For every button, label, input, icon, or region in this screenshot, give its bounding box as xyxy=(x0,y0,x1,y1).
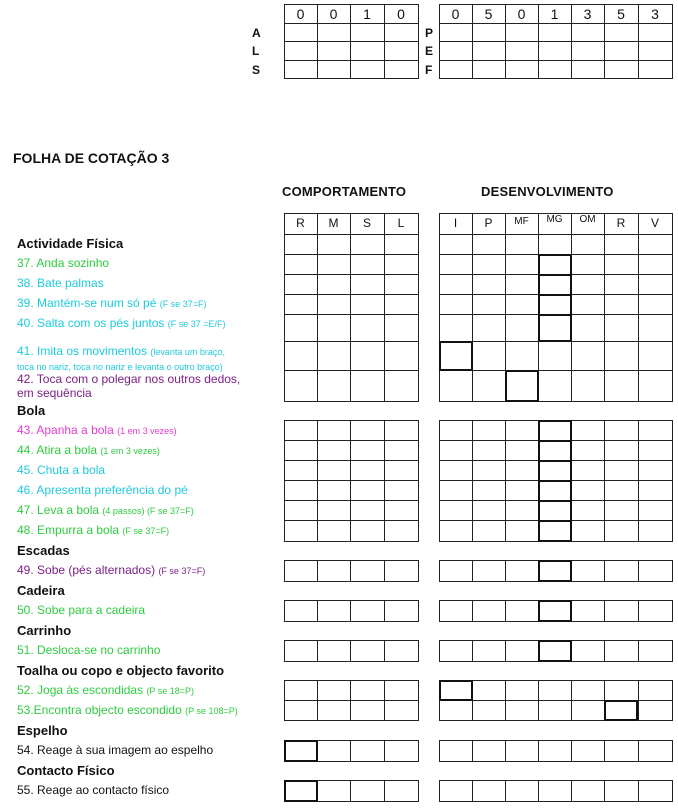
item-55: 55. Reage ao contacto físico xyxy=(17,783,170,797)
section-actividade-fisica: Actividade Física xyxy=(17,236,124,251)
score-box[interactable] xyxy=(538,460,572,482)
item-38: 38. Bate palmas xyxy=(17,276,104,290)
score-box[interactable] xyxy=(538,314,572,342)
item-50: 50. Sobe para a cadeira xyxy=(17,603,146,617)
desenvolvimento-col-header: OM xyxy=(579,214,596,225)
item-52: 52. Joga às escondidas (P se 18=P) xyxy=(17,683,195,697)
header-right-digit: 3 xyxy=(583,5,592,22)
score-box[interactable] xyxy=(538,600,572,622)
item-48: 48. Empurra a bola (F se 37=F) xyxy=(17,523,170,537)
item-43: 43. Apanha a bola (1 em 3 vezes) xyxy=(17,423,177,437)
score-box[interactable] xyxy=(439,341,473,371)
section-toalha: Toalha ou copo e objecto favorito xyxy=(17,663,225,678)
score-box[interactable] xyxy=(538,520,572,542)
score-box[interactable] xyxy=(284,780,318,802)
desenvolvimento-col-header: MG xyxy=(546,214,563,225)
header-right-digit: 5 xyxy=(617,5,625,22)
score-box[interactable] xyxy=(538,500,572,522)
section-espelho: Espelho xyxy=(17,723,68,738)
item-46: 46. Apresenta preferência do pé xyxy=(17,483,188,497)
score-box[interactable] xyxy=(439,680,473,701)
desenvolvimento-col-header: V xyxy=(650,216,659,230)
header-label-s: S xyxy=(252,63,261,77)
item-40: 40. Salta com os pés juntos (F se 37 =E/F) xyxy=(17,316,226,330)
header-label-a: A xyxy=(252,26,261,40)
score-box[interactable] xyxy=(538,294,572,316)
header-label-f: F xyxy=(425,63,433,77)
page-title: FOLHA DE COTAÇÃO 3 xyxy=(13,150,170,166)
score-box[interactable] xyxy=(538,440,572,462)
comportamento-col-header: R xyxy=(296,216,305,230)
score-box[interactable] xyxy=(538,480,572,502)
comportamento-col-header: M xyxy=(328,216,339,230)
item-42: 42. Toca com o polegar nos outros dedos, em sequência xyxy=(17,372,241,400)
score-box[interactable] xyxy=(284,740,318,762)
desenvolvimento-title: DESENVOLVIMENTO xyxy=(481,184,614,199)
header-label-e: E xyxy=(425,44,434,58)
header-left-digit: 0 xyxy=(296,5,305,22)
header-right-digit: 0 xyxy=(517,5,526,22)
header-right-digit: 3 xyxy=(651,5,659,22)
header-left-digit: 1 xyxy=(363,5,371,22)
header-left-digit: 0 xyxy=(329,5,338,22)
header-label-l: L xyxy=(252,44,260,58)
score-box[interactable] xyxy=(538,274,572,296)
header-right-digit: 1 xyxy=(550,5,559,22)
score-box[interactable] xyxy=(505,370,539,402)
desenvolvimento-col-header: P xyxy=(484,216,493,230)
comportamento-col-header: L xyxy=(397,216,405,230)
header-right-digit: 0 xyxy=(451,5,460,22)
comportamento-col-header: S xyxy=(362,216,371,230)
section-escadas: Escadas xyxy=(17,543,70,558)
item-45: 45. Chuta a bola xyxy=(17,463,106,477)
score-box[interactable] xyxy=(538,254,572,276)
item-41: 41. Imita os movimentos (levanta um braço, toca no nariz, toca no nariz e levanta o outro braço) xyxy=(17,344,225,372)
section-cadeira: Cadeira xyxy=(17,583,65,598)
score-box[interactable] xyxy=(538,640,572,662)
item-54: 54. Reage à sua imagem ao espelho xyxy=(17,743,214,757)
item-44: 44. Atira a bola (1 em 3 vezes) xyxy=(17,443,160,457)
item-53: 53.Encontra objecto escondido (P se 108=P) xyxy=(17,703,238,717)
header-left-digit: 0 xyxy=(397,5,405,22)
score-box[interactable] xyxy=(538,420,572,442)
score-box[interactable] xyxy=(538,560,572,582)
section-bola: Bola xyxy=(17,403,46,418)
section-contacto: Contacto Físico xyxy=(17,763,115,778)
header-right-digit: 5 xyxy=(484,5,493,22)
section-carrinho: Carrinho xyxy=(17,623,72,638)
item-49: 49. Sobe (pés alternados) (F se 37=F) xyxy=(17,563,206,577)
comportamento-title: COMPORTAMENTO xyxy=(282,184,407,199)
item-37: 37. Anda sozinho xyxy=(17,256,110,270)
desenvolvimento-col-header: I xyxy=(453,216,458,230)
item-51: 51. Desloca-se no carrinho xyxy=(17,643,161,657)
desenvolvimento-col-header: R xyxy=(616,216,626,230)
score-box[interactable] xyxy=(604,700,638,721)
item-39: 39. Mantém-se num só pé (F se 37=F) xyxy=(17,296,207,310)
item-47: 47. Leva a bola (4 passos) (F se 37=F) xyxy=(17,503,194,517)
header-label-p: P xyxy=(425,26,434,40)
desenvolvimento-col-header: MF xyxy=(514,216,529,227)
